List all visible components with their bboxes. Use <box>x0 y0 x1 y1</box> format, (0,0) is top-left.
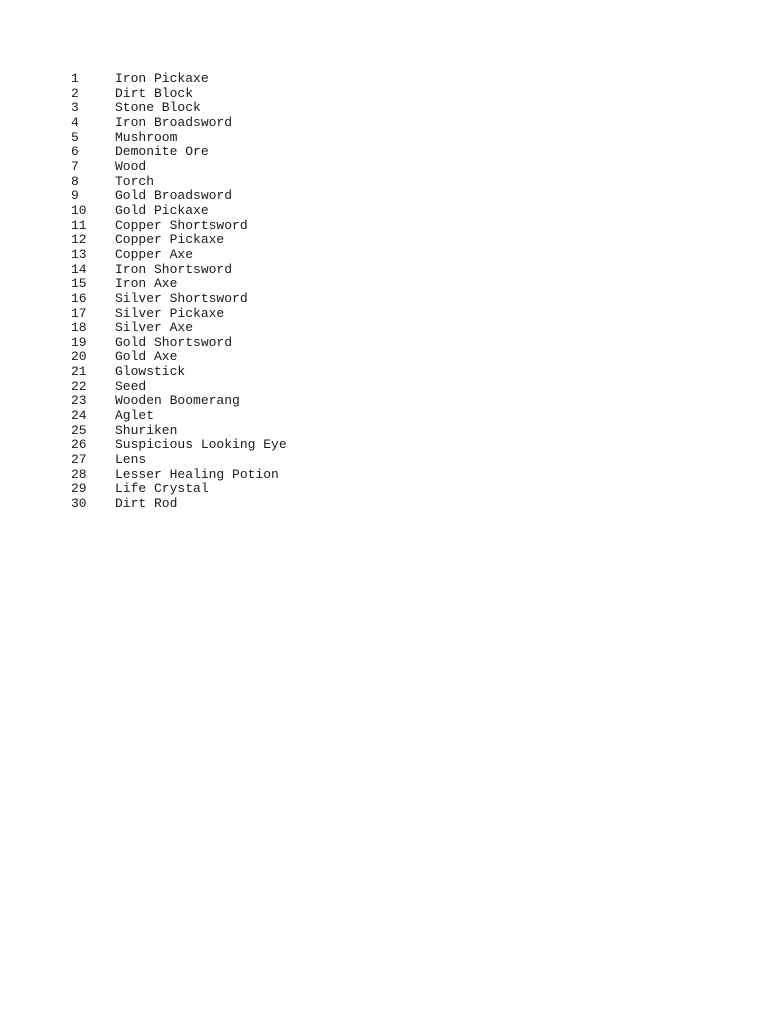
item-name: Gold Axe <box>115 349 178 365</box>
list-item <box>71 497 287 512</box>
item-name: Torch <box>115 173 155 189</box>
item-name: Copper Axe <box>115 246 194 262</box>
item-id: 10 <box>71 202 87 218</box>
item-id: 19 <box>71 334 87 350</box>
item-name: Gold Broadsword <box>115 188 233 204</box>
item-id: 5 <box>71 129 79 145</box>
item-id: 18 <box>71 320 87 336</box>
list-item <box>71 394 287 409</box>
item-id: 8 <box>71 173 79 189</box>
item-name: Dirt Rod <box>115 496 178 512</box>
list-item <box>71 292 287 307</box>
item-name: Lesser Healing Potion <box>115 466 279 482</box>
item-name: Aglet <box>115 408 155 424</box>
item-name: Dirt Block <box>115 85 194 101</box>
list-item <box>71 175 287 190</box>
item-name: Glowstick <box>115 364 186 380</box>
list-item <box>71 424 287 439</box>
item-id: 15 <box>71 276 87 292</box>
list-item <box>71 380 287 395</box>
list-item <box>71 350 287 365</box>
item-name: Silver Shortsword <box>115 290 248 306</box>
item-id: 4 <box>71 114 79 130</box>
item-name: Life Crystal <box>115 481 209 497</box>
list-item <box>71 453 287 468</box>
item-name: Gold Shortsword <box>115 334 233 350</box>
item-id: 27 <box>71 452 87 468</box>
list-item <box>71 204 287 219</box>
list-item <box>71 219 287 234</box>
item-name: Silver Pickaxe <box>115 305 225 321</box>
list-item <box>71 365 287 380</box>
list-item <box>71 248 287 263</box>
item-id: 29 <box>71 481 87 497</box>
item-id: 28 <box>71 466 87 482</box>
item-name: Iron Broadsword <box>115 114 233 130</box>
list-item <box>71 482 287 497</box>
list-item <box>71 263 287 278</box>
item-id: 22 <box>71 378 87 394</box>
item-name: Iron Pickaxe <box>115 71 209 86</box>
list-item <box>71 189 287 204</box>
item-name: Suspicious Looking Eye <box>115 437 287 453</box>
list-item <box>71 116 287 131</box>
list-item <box>71 233 287 248</box>
item-id: 12 <box>71 232 87 248</box>
item-id: 2 <box>71 85 79 101</box>
item-id: 25 <box>71 422 87 438</box>
item-name: Seed <box>115 378 147 394</box>
list-item <box>71 409 287 424</box>
item-name: Demonite Ore <box>115 144 209 160</box>
item-id: 13 <box>71 246 87 262</box>
item-id: 3 <box>71 100 79 116</box>
list-item <box>71 321 287 336</box>
item-name: Mushroom <box>115 129 178 145</box>
item-name: Wood <box>115 158 147 174</box>
item-id: 26 <box>71 437 87 453</box>
item-id: 6 <box>71 144 79 160</box>
list-item <box>71 72 287 87</box>
list-item <box>71 277 287 292</box>
item-id: 23 <box>71 393 87 409</box>
item-id: 24 <box>71 408 87 424</box>
item-id: 20 <box>71 349 87 365</box>
list-item <box>71 145 287 160</box>
list-item <box>71 468 287 483</box>
item-id: 21 <box>71 364 87 380</box>
item-name: Copper Shortsword <box>115 217 248 233</box>
item-name: Shuriken <box>115 422 178 438</box>
item-name: Copper Pickaxe <box>115 232 225 248</box>
item-name: Iron Axe <box>115 276 178 292</box>
item-name: Lens <box>115 452 147 468</box>
list-item <box>71 87 287 102</box>
item-id: 14 <box>71 261 87 277</box>
item-id: 11 <box>71 217 87 233</box>
item-name: Stone Block <box>115 100 201 116</box>
item-list <box>71 72 287 512</box>
item-id: 1 <box>71 71 79 86</box>
item-id: 7 <box>71 158 79 174</box>
list-item <box>71 438 287 453</box>
list-item <box>71 131 287 146</box>
list-item <box>71 101 287 116</box>
item-id: 17 <box>71 305 87 321</box>
item-name: Gold Pickaxe <box>115 202 209 218</box>
item-name: Wooden Boomerang <box>115 393 240 409</box>
item-id: 9 <box>71 188 79 204</box>
item-name: Iron Shortsword <box>115 261 233 277</box>
list-item <box>71 307 287 322</box>
item-name: Silver Axe <box>115 320 194 336</box>
list-item <box>71 336 287 351</box>
item-id: 16 <box>71 290 87 306</box>
item-id: 30 <box>71 496 87 512</box>
list-item <box>71 160 287 175</box>
